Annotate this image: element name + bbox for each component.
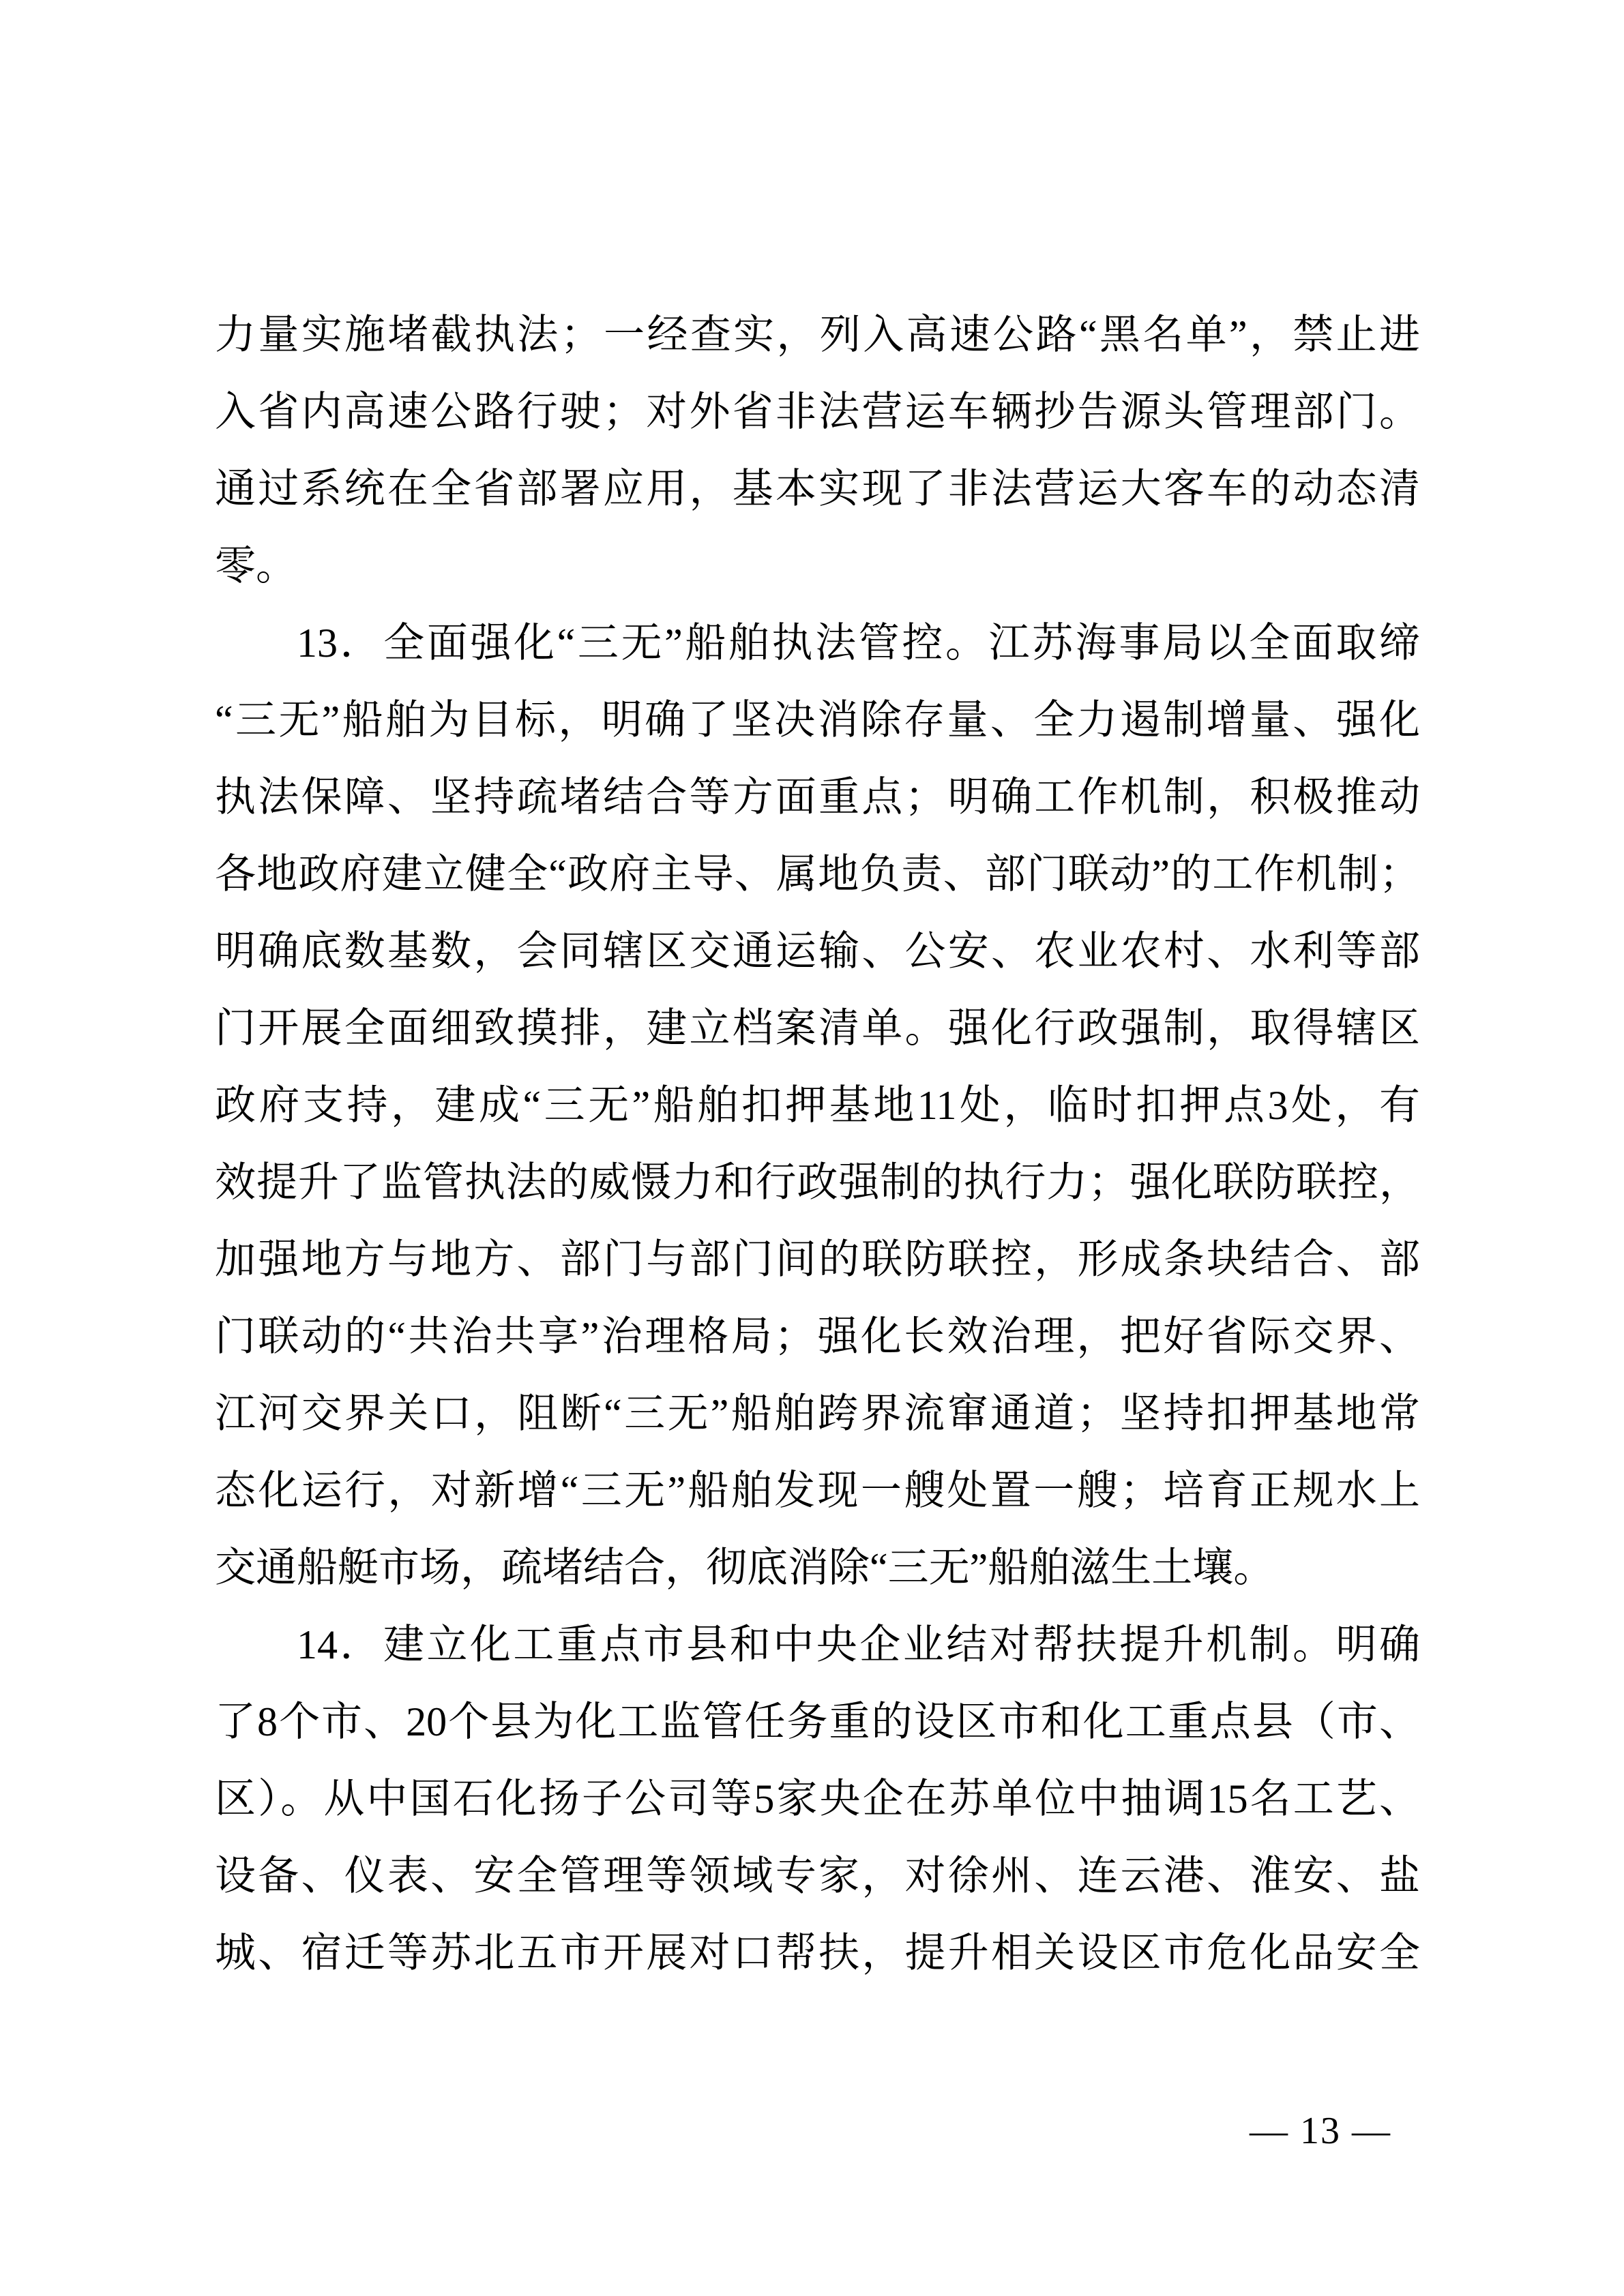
paragraph-line: 政府支持，建成“三无”船舶扣押基地11处，临时扣押点3处，有 — [215, 1083, 1420, 1128]
paragraph-line: 门联动的“共治共享”治理格局；强化长效治理，把好省际交界、 — [215, 1314, 1420, 1359]
paragraph-line: 城、宿迁等苏北五市开展对口帮扶，提升相关设区市危化品安全 — [215, 1930, 1420, 1976]
paragraph-line: 江河交界关口，阻断“三无”船舶跨界流窜通道；坚持扣押基地常 — [215, 1391, 1420, 1436]
paragraph-line: 交通船艇市场，疏堵结合，彻底消除“三无”船舶滋生土壤。 — [215, 1545, 1275, 1590]
paragraph-line: “三无”船舶为目标，明确了坚决消除存量、全力遏制增量、强化 — [215, 698, 1420, 743]
paragraph-line-item-14: 14．建立化工重点市县和中央企业结对帮扶提升机制。明确 — [297, 1622, 1420, 1667]
paragraph-line: 加强地方与地方、部门与部门间的联防联控，形成条块结合、部 — [215, 1237, 1420, 1282]
paragraph-line: 门开展全面细致摸排，建立档案清单。强化行政强制，取得辖区 — [215, 1006, 1420, 1051]
paragraph-line: 效提升了监管执法的威慑力和行政强制的执行力；强化联防联控， — [215, 1160, 1420, 1205]
paragraph-line: 区）。从中国石化扬子公司等5家央企在苏单位中抽调15名工艺、 — [215, 1776, 1420, 1821]
paragraph-line: 各地政府建立健全“政府主导、属地负责、部门联动”的工作机制； — [215, 852, 1420, 897]
paragraph-line-item-13: 13．全面强化“三无”船舶执法管控。江苏海事局以全面取缔 — [297, 621, 1420, 666]
paragraph-line: 通过系统在全省部署应用，基本实现了非法营运大客车的动态清 — [215, 466, 1420, 511]
paragraph-line: 力量实施堵截执法；一经查实，列入高速公路“黑名单”，禁止进 — [215, 312, 1420, 357]
paragraph-line: 设备、仪表、安全管理等领域专家，对徐州、连云港、淮安、盐 — [215, 1853, 1420, 1898]
paragraph-line: 了8个市、20个县为化工监管任务重的设区市和化工重点县（市、 — [215, 1699, 1420, 1744]
paragraph-line: 入省内高速公路行驶；对外省非法营运车辆抄告源头管理部门。 — [215, 389, 1420, 434]
paragraph-line: 零。 — [215, 543, 297, 588]
paragraph-line: 执法保障、坚持疏堵结合等方面重点；明确工作机制，积极推动 — [215, 775, 1420, 820]
body-text-block — [215, 297, 1420, 1992]
page-number: — 13 — — [1250, 2110, 1391, 2152]
paragraph-line: 明确底数基数，会同辖区交通运输、公安、农业农村、水利等部 — [215, 929, 1420, 974]
paragraph-line: 态化运行，对新增“三无”船舶发现一艘处置一艘；培育正规水上 — [215, 1468, 1420, 1513]
